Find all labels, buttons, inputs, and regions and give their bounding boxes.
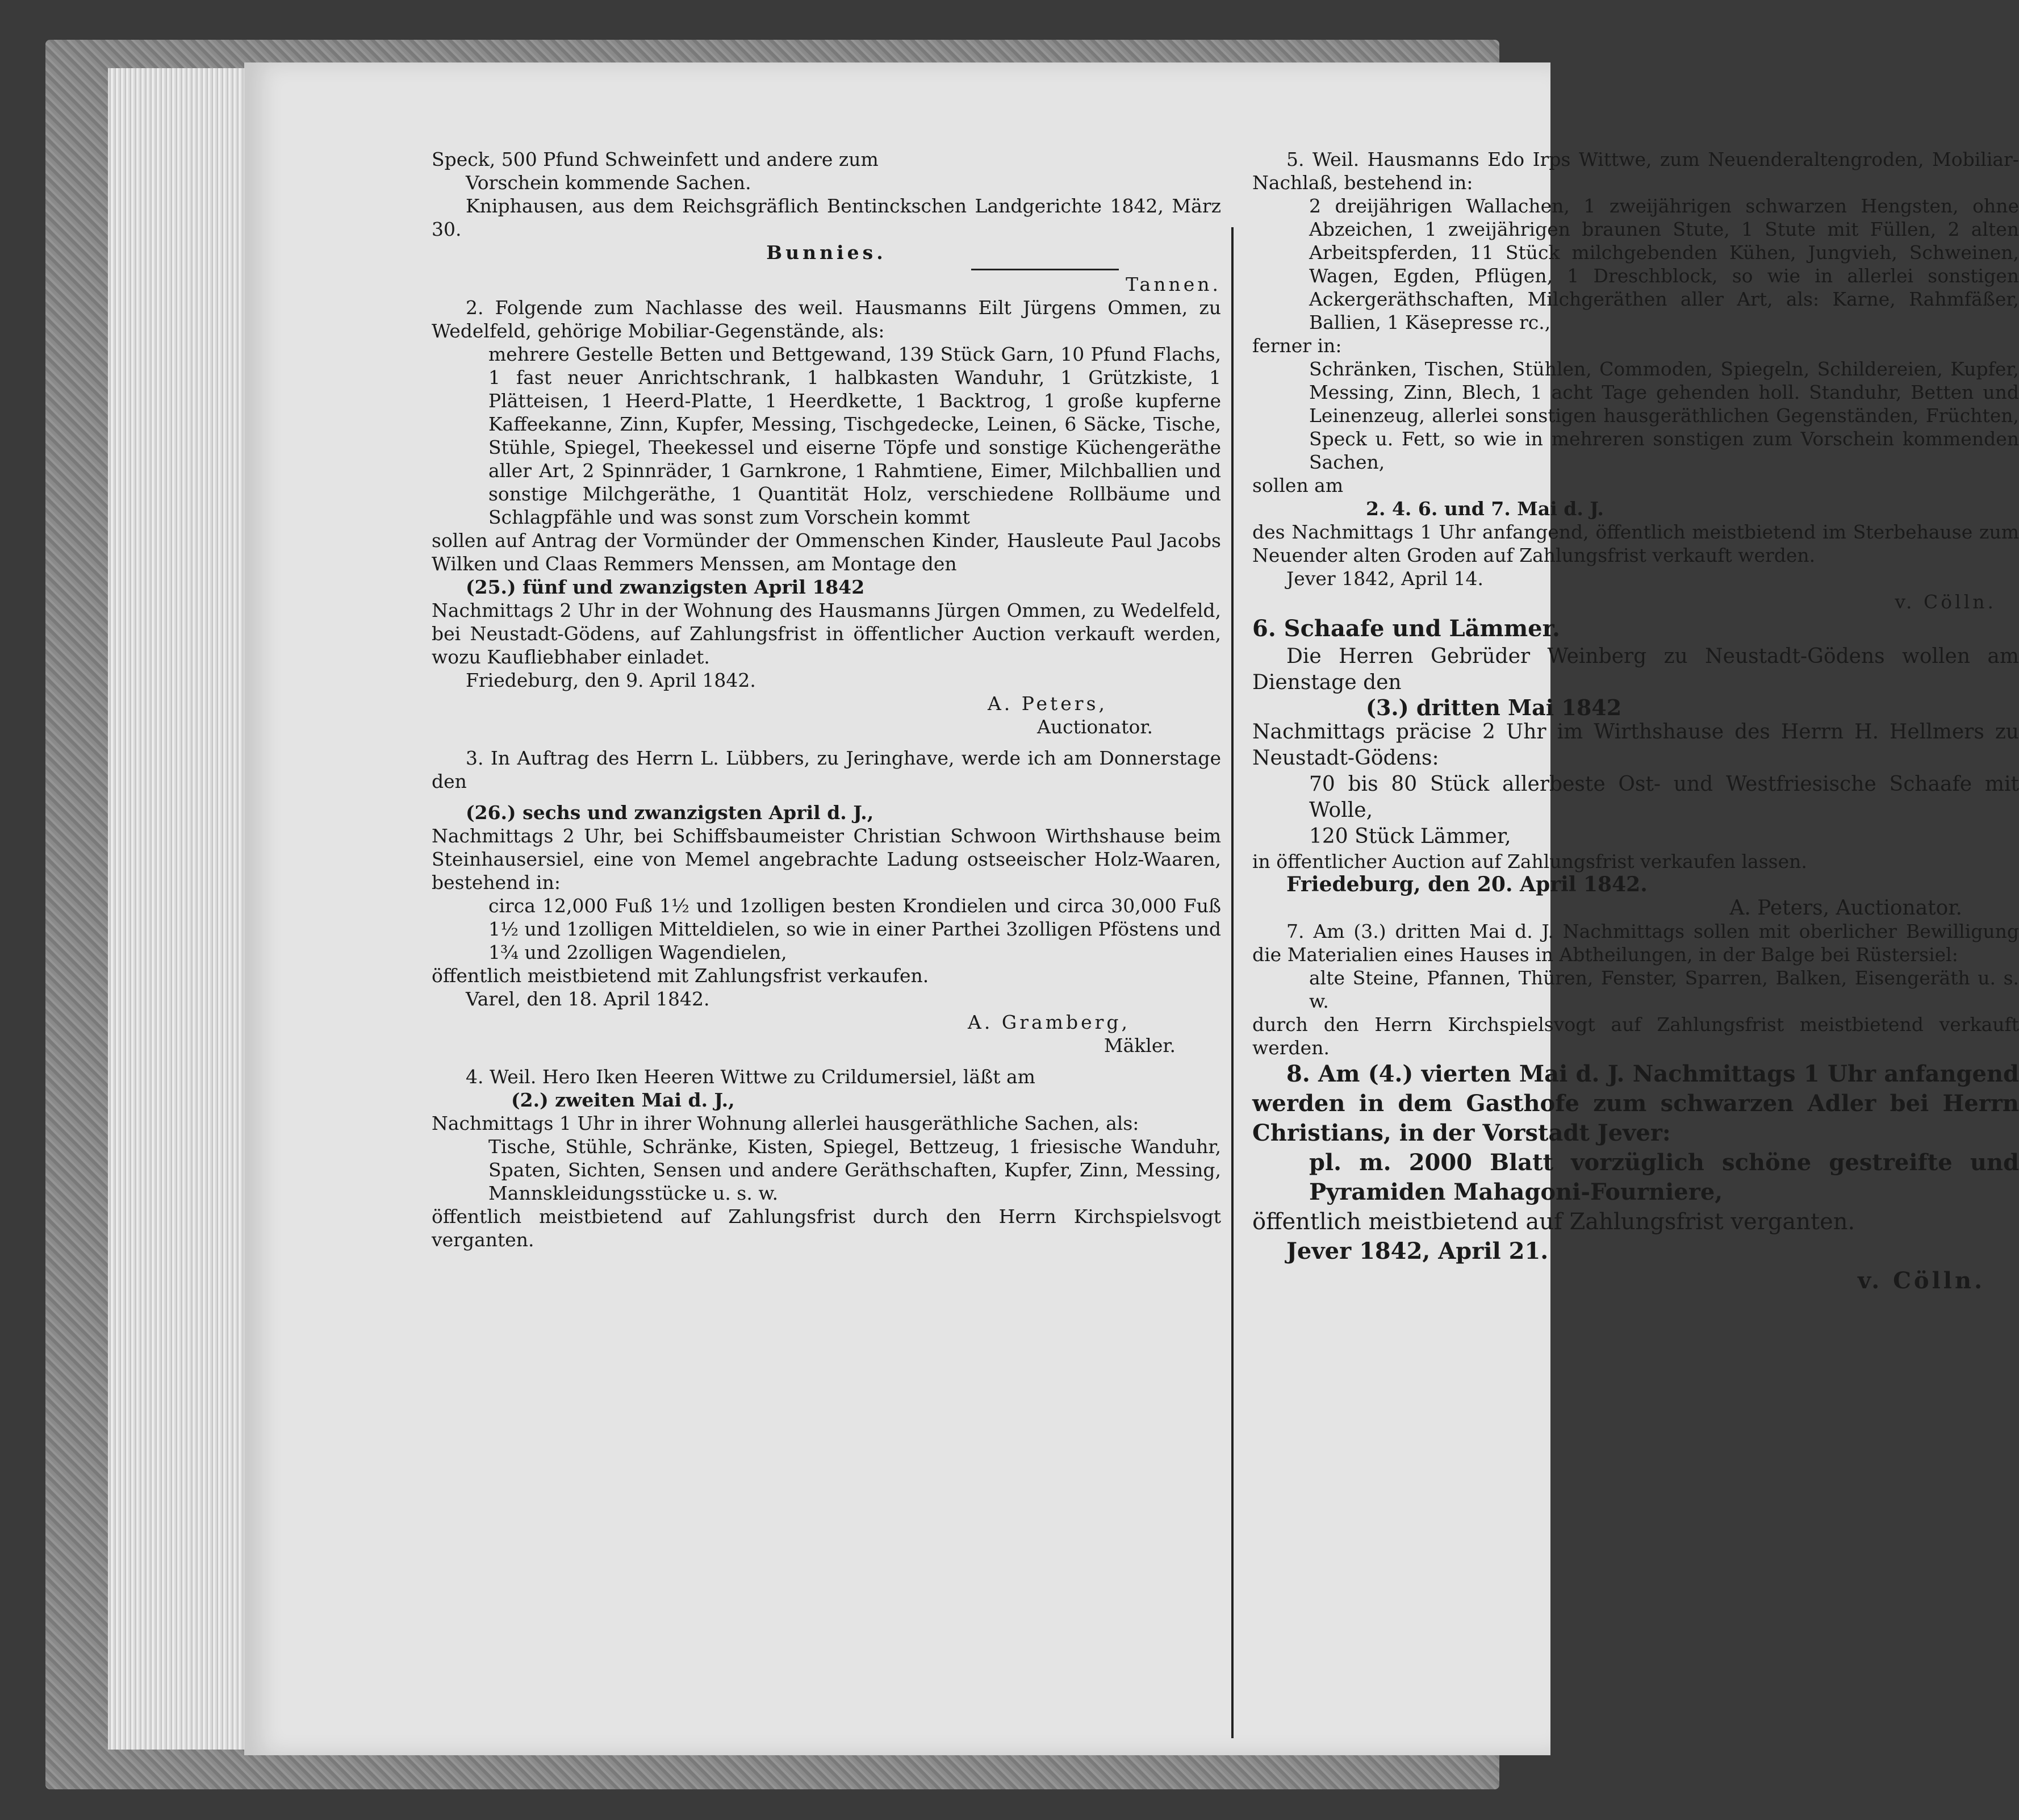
- notice-5-list2: Schränken, Tischen, Stühlen, Commoden, Spiegeln, Schildereien, Kupfer, Messing, Zinn, Blech, 1 acht Tage gehenden holl. Standuhr, Betten und Leinenzeug, allerlei sonstigen hausgeräthlichen Gegenständen, Früchten, Speck u. Fett, so wie in mehreren sonstigen zum Vorschein kommenden Sachen,: [1309, 358, 2019, 473]
- notice-7-intro: 7. Am (3.) dritten Mai d. J. Nachmittags sollen mit oberlicher Bewilligung die Materialien eines Hauses in Abtheilungen, in der Balge bei Rüstersiel:: [1252, 920, 2019, 966]
- place-date: Jever 1842, April 14.: [1286, 567, 1483, 590]
- notice-4-date: (2.) zweiten Mai d. J.,: [511, 1089, 735, 1111]
- notice-2-text2: Nachmittags 2 Uhr in der Wohnung des Hausmanns Jürgen Ommen, zu Wedelfeld, bei Neustadt-Gödens, auf Zahlungsfrist in öffentlicher Auction verkauft werden, wozu Kaufliebhaber einladet.: [432, 599, 1221, 668]
- notice-3-date: (26.) sechs und zwanzigsten April d. J.,: [466, 802, 874, 824]
- notice-6-list1: 70 bis 80 Stück allerbeste Ost- und Westfriesische Schaafe mit Wolle,: [1309, 773, 2019, 822]
- place-date: Friedeburg, den 20. April 1842.: [1286, 873, 1648, 896]
- notice-2-intro: 2. Folgende zum Nachlasse des weil. Hausmanns Eilt Jürgens Ommen, zu Wedelfeld, gehörige Mobiliar-Gegenstände, als:: [432, 297, 1221, 342]
- notice-5-sollen: sollen am: [1252, 474, 1344, 496]
- notice-2-list: mehrere Gestelle Betten und Bettgewand, 139 Stück Garn, 10 Pfund Flachs, 1 fast neuer Anrichtschrank, 1 halbkasten Wanduhr, 1 Grützkiste, 1 Plätteisen, 1 Heerd-Platte, 1 Heerdkette, 1 Backtrog, 1 große kupferne Kaffeekanne, Zinn, Kupfer, Messing, Tischgedecke, Leinen, 6 Säcke, Tische, Stühle, Spiegel, Theekessel und eiserne Töpfe und sonstige Küchengeräthe aller Art, 2 Spinnräder, 1 Garnkrone, 1 Rahmtiene, Eimer, Milchballien und sonstige Milchgeräthe, 1 Quantität Holz, verschiedene Rollbäume und Schlagpfähle und was sonst zum Vorschein kommt: [488, 343, 1221, 528]
- notice-5-ferner: ferner in:: [1252, 335, 1342, 357]
- place-date: Friedeburg, den 9. April 1842.: [466, 669, 756, 691]
- place-date: Jever 1842, April 21.: [1286, 1238, 1549, 1264]
- notice-3-text2: öffentlich meistbietend mit Zahlungsfrist verkaufen.: [432, 965, 929, 987]
- notice-5-intro: 5. Weil. Hausmanns Edo Irps Wittwe, zum Neuenderaltengroden, Mobiliar-Nachlaß, bestehend in:: [1252, 148, 2019, 194]
- signature-title: Auctionator.: [1037, 716, 1153, 738]
- notice-8-intro: 8. Am (4.) vierten Mai d. J. Nachmittags 1 Uhr anfangend werden in dem Gasthofe zum schwarzen Adler bei Herrn Christians, in der Vorstadt Jever:: [1252, 1061, 2019, 1146]
- notice-2-date: (25.) fünf und zwanzigsten April 1842: [466, 576, 865, 598]
- place-date: Varel, den 18. April 1842.: [466, 988, 710, 1010]
- signature: A. Peters, Auctionator.: [1729, 896, 1962, 920]
- notice-8-list: pl. m. 2000 Blatt vorzüglich schöne gestreifte und Pyramiden Mahagoni-Fourniere,: [1309, 1149, 2019, 1205]
- notice-5-text: des Nachmittags 1 Uhr anfangend, öffentlich meistbietend im Sterbehause zum Neuender alten Groden auf Zahlungsfrist verkauft werden.: [1252, 521, 2019, 566]
- notice-3-intro: 3. In Auftrag des Herrn L. Lübbers, zu Jeringhave, werde ich am Donnerstage den: [432, 747, 1221, 792]
- notice-6-text2: Nachmittags präcise 2 Uhr im Wirthshause des Herrn H. Hellmers zu Neustadt-Gödens:: [1252, 720, 2019, 770]
- place-date: Kniphausen, aus dem Reichsgräflich Bentinckschen Landgerichte 1842, März 30.: [432, 195, 1221, 240]
- notice-6-date: (3.) dritten Mai 1842: [1366, 695, 1622, 720]
- text-line: Vorschein kommende Sachen.: [466, 172, 751, 194]
- right-column: [1252, 148, 2019, 1296]
- notice-7-list: alte Steine, Pfannen, Thüren, Fenster, Sparren, Balken, Eisengeräth u. s. w.: [1309, 967, 2019, 1012]
- notice-4-list: Tische, Stühle, Schränke, Kisten, Spiegel, Bettzeug, 1 friesische Wanduhr, Spaten, Sichten, Sensen und andere Geräthschaften, Kupfer, Zinn, Messing, Mannskleidungsstücke u. s. w.: [488, 1136, 1221, 1204]
- column-divider: [1231, 227, 1234, 1738]
- notice-6-text3: in öffentlicher Auction auf Zahlungsfrist verkaufen lassen.: [1252, 850, 1807, 873]
- text-line: Speck, 500 Pfund Schweinfett und andere zum: [432, 148, 879, 170]
- notice-3-list: circa 12,000 Fuß 1½ und 1zolligen besten Krondielen und circa 30,000 Fuß 1½ und 1zolligen Mitteldielen, so wie in einer Parthei 3zolligen Pföstens und 1¾ und 2zolligen Wagendielen,: [488, 895, 1221, 963]
- signature: A. Gramberg,: [968, 1011, 1130, 1033]
- notice-4-text: Nachmittags 1 Uhr in ihrer Wohnung allerlei hausgeräthliche Sachen, als:: [432, 1112, 1139, 1134]
- signature: Bunnies.: [766, 241, 887, 264]
- notice-6-text: Die Herren Gebrüder Weinberg zu Neustadt-Gödens wollen am Dienstage den: [1252, 645, 2019, 694]
- left-column: [432, 148, 1221, 1251]
- notice-4-intro: 4. Weil. Hero Iken Heeren Wittwe zu Crildumersiel, läßt am: [466, 1066, 1035, 1088]
- section-heading: 6. Schaafe und Lämmer.: [1252, 615, 1560, 642]
- divider: [971, 269, 1119, 270]
- signature: v. Cölln.: [1858, 1267, 1985, 1294]
- notice-2-text: sollen auf Antrag der Vormünder der Ommenschen Kinder, Hausleute Paul Jacobs Wilken und Claas Remmers Menssen, am Montage den: [432, 529, 1221, 575]
- signature: A. Peters,: [987, 692, 1107, 715]
- book-page: [244, 62, 2019, 1755]
- notice-4-text2: öffentlich meistbietend auf Zahlungsfrist durch den Herrn Kirchspielsvogt verganten.: [432, 1205, 1221, 1251]
- notice-3-text: Nachmittags 2 Uhr, bei Schiffsbaumeister Christian Schwoon Wirthshause beim Steinhausersiel, eine von Memel angebrachte Ladung ostseeischer Holz-Waaren, bestehend in:: [432, 825, 1221, 894]
- notice-7-text: durch den Herrn Kirchspielsvogt auf Zahlungsfrist meistbietend verkauft werden.: [1252, 1013, 2019, 1059]
- page-edges: [108, 68, 256, 1750]
- signature: Tannen.: [1126, 273, 1221, 295]
- notice-5-list: 2 dreijährigen Wallachen, 1 zweijährigen schwarzen Hengsten, ohne Abzeichen, 1 zweijährigen braunen Stute, 1 Stute mit Füllen, 2 alten Arbeitspferden, 11 Stück milchgebenden Kühen, Jungvieh, Schweinen, Wagen, Egden, Pflügen, 1 Dreschblock, so wie in allerlei sonstigen Ackergeräthschaften, Milchgeräthen aller Art, als: Karne, Rahmfäßer, Ballien, 1 Käsepresse rc.,: [1309, 195, 2019, 333]
- notice-5-date: 2. 4. 6. und 7. Mai d. J.: [1366, 498, 1604, 520]
- notice-6-list2: 120 Stück Lämmer,: [1309, 825, 1511, 848]
- signature: v. Cölln.: [1895, 591, 1996, 613]
- notice-8-text: öffentlich meistbietend auf Zahlungsfrist verganten.: [1252, 1209, 1855, 1235]
- signature-title: Mäkler.: [1103, 1034, 1176, 1057]
